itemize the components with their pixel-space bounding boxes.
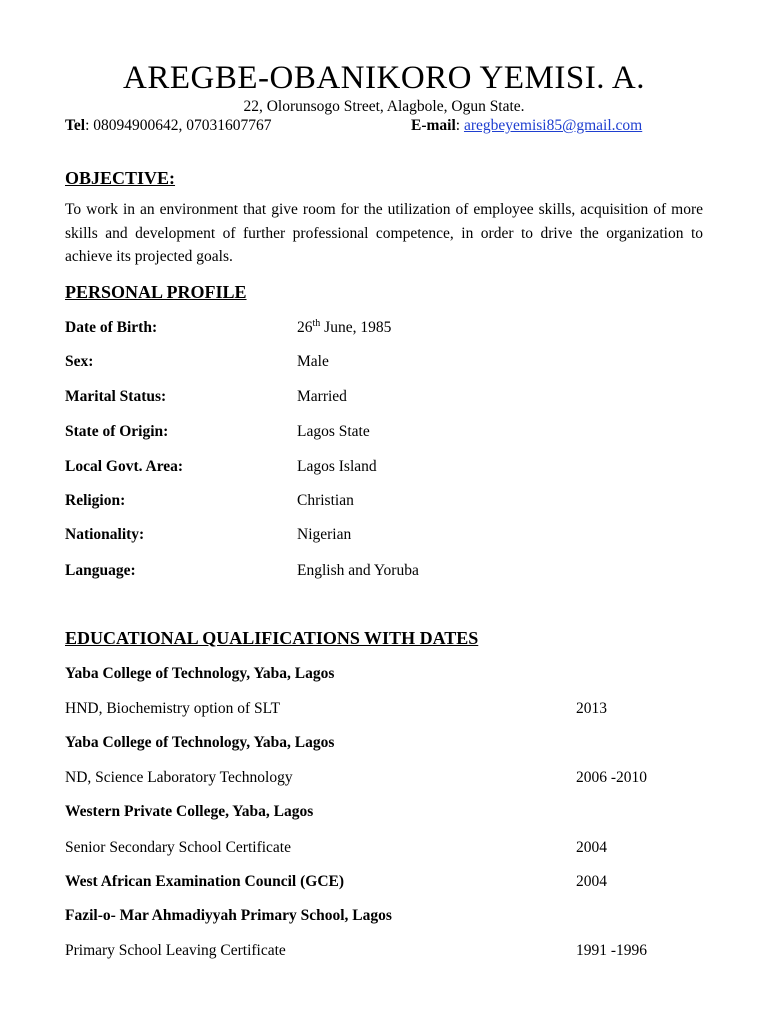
edu-qualification-row [65, 838, 705, 858]
profile-label: Marital Status: [65, 388, 167, 405]
profile-value: English and Yoruba [297, 562, 419, 579]
edu-date: 1991 -1996 [576, 942, 648, 959]
edu-institution: Fazil-o- Mar Ahmadiyyah Primary School, Lagos [65, 907, 392, 924]
profile-label: State of Origin: [65, 423, 169, 440]
edu-institution: Western Private College, Yaba, Lagos [65, 803, 314, 820]
dob-day: 26 [297, 319, 313, 336]
edu-institution: West African Examination Council (GCE) [65, 873, 345, 890]
objective-heading: OBJECTIVE: [65, 168, 176, 188]
tel-value: : 08094900642, 07031607767 [85, 117, 272, 134]
candidate-name: AREGBE-OBANIKORO YEMISI. A. [123, 60, 645, 96]
tel-label: Tel [65, 117, 86, 134]
edu-qualification-row [65, 768, 705, 788]
email-label: E-mail [411, 117, 456, 134]
objective-text: To work in an environment that give room for the utilization of employee skills, acquisition of more skills and development of further professional competence, in order to drive the organization to achieve its projected goals. [65, 201, 703, 265]
profile-value: Lagos State [297, 423, 370, 440]
profile-value: Married [297, 388, 347, 405]
profile-label: Sex: [65, 353, 94, 370]
edu-date: 2006 -2010 [576, 769, 648, 786]
edu-institution-row [65, 872, 705, 892]
edu-qualification: HND, Biochemistry option of SLT [65, 700, 281, 717]
edu-institution: Yaba College of Technology, Yaba, Lagos [65, 734, 335, 751]
profile-value: Lagos Island [297, 458, 377, 475]
profile-value: Nigerian [297, 526, 352, 543]
personal-profile-heading: PERSONAL PROFILE [65, 282, 247, 302]
email-separator: : [455, 117, 464, 134]
email-link[interactable]: aregbeyemisi85@gmail.com [463, 117, 643, 134]
address: 22, Olorunsogo Street, Alagbole, Ogun State. [243, 98, 525, 115]
profile-label: Local Govt. Area: [65, 458, 184, 475]
edu-institution: Yaba College of Technology, Yaba, Lagos [65, 665, 335, 682]
edu-date: 2004 [576, 839, 607, 856]
dob-rest: June, 1985 [320, 319, 392, 336]
profile-value [297, 318, 391, 338]
profile-label: Date of Birth: [65, 319, 158, 336]
profile-value: Christian [297, 492, 354, 509]
dob-suffix: th [312, 317, 321, 329]
profile-label: Religion: [65, 492, 126, 509]
edu-qualification: Primary School Leaving Certificate [65, 942, 286, 959]
edu-date: 2013 [576, 700, 607, 717]
profile-value: Male [297, 353, 329, 370]
edu-qualification-row [65, 699, 705, 719]
edu-date: 2004 [576, 873, 607, 890]
edu-qualification: ND, Science Laboratory Technology [65, 769, 293, 786]
profile-label: Language: [65, 562, 136, 579]
profile-label: Nationality: [65, 526, 145, 543]
email-block [411, 116, 642, 136]
education-heading: EDUCATIONAL QUALIFICATIONS WITH DATES [65, 628, 479, 648]
contact-line [65, 116, 725, 136]
edu-qualification-row [65, 941, 705, 961]
edu-qualification: Senior Secondary School Certificate [65, 839, 291, 856]
